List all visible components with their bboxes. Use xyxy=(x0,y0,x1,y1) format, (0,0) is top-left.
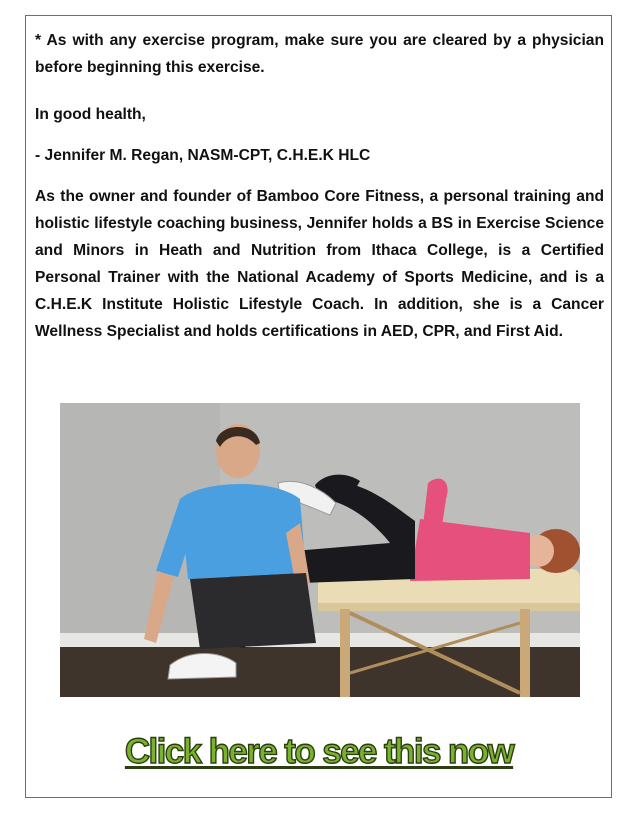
disclaimer-text: * As with any exercise program, make sure you are cleared by a physician before beginning this exercise. xyxy=(35,32,604,76)
signature-text: - Jennifer M. Regan, NASM-CPT, C.H.E.K HLC xyxy=(35,147,371,164)
closing-text: In good health, xyxy=(35,106,146,123)
bio-text: As the owner and founder of Bamboo Core Fitness, a personal training and holistic lifestyle coaching business, Jennifer holds a BS in Exercise Science and Minors in Heath and Nutrition from Ithaca College, is a Certified Personal Trainer with the National Academy of Sports Medicine, and is a C.H.E.K Institute Holistic Lifestyle Coach. In addition, she is a Cancer Wellness Specialist and holds certifications in AED, CPR, and First Aid. xyxy=(35,188,604,340)
stretch-demo-photo xyxy=(60,403,580,697)
click-here-link[interactable]: Click here to see this now xyxy=(124,732,514,771)
